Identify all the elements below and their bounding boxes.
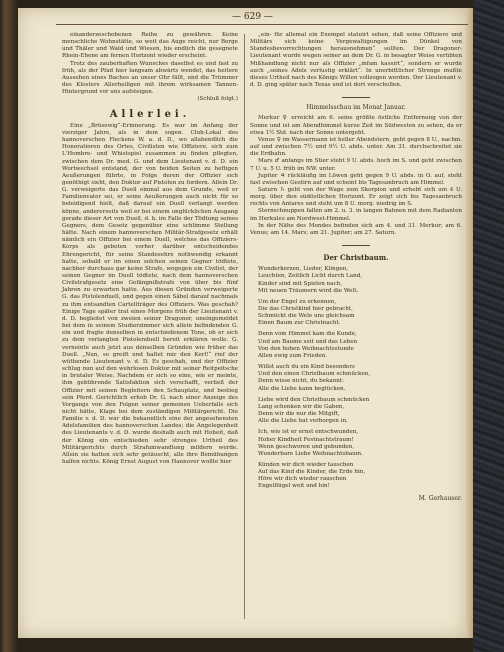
header-rule [56, 24, 468, 25]
page-edge [466, 8, 473, 638]
sky-paragraph: Sternschnuppen fallen am 2. u. 3. in langen Bahnen mit dem Radianten im Herkules am Nordwest-Himmel. [250, 208, 462, 222]
poem-line: Einen Baum zur Christnacht. [258, 320, 341, 327]
poem-line: Alle die Liebe kann beglücken. [258, 385, 346, 392]
left-column [62, 32, 238, 466]
poem-line: Von den hohen Weihnachtsstunde [258, 345, 354, 352]
section-heading-allerlei: Allerlei. [109, 108, 191, 120]
poem-stanza [258, 266, 462, 295]
poem-line: Wunderbare Liebe Weihnachtsbaum. [258, 450, 363, 457]
poem-line: Allen ewig zum Frieden. [258, 352, 328, 359]
poem-stanza [258, 429, 462, 458]
right-column [250, 32, 462, 502]
poem-stanza [258, 397, 462, 426]
column-divider [244, 34, 245, 619]
article-paragraph: Eine „Brüsewig“-Erinnerung. Es war im Anfang der vierziger Jahre, als in dem sogen. Club-Lokal des hannoverschen Fleckens W. a. d. D., wo allabendlich die Honoratioren des Ortes, Civilisten wie Offiziere, sich zum L'Hombre- und Whistspiel zusammen zu finden pflegten, zwischen dem Dr. med. G. und dem Lieutenant v. d. D. ein Wortwechsel entstand, der von beiden Seiten zu heftigen Aeußerungen führte, in Folge deren der Offizier sich genöthigt sieht, den Doktor auf Pistolen zu fordern. Allein Dr. G. verweigerte das Duell einmal aus dem Grunde, weil er Familienvater sei, er seine Aeußerungen auch nicht für so beleidigend hielt, daß darauf ein Duell verlangt werden könne, andererseits weil er bei einem unglücklichen Ausgang gerade dieser Art von Duell, d. h. im Falle der Tödtung seines Gegners, dem Gesetz gegenüber eine schlimme Stellung hätte. Nach einem hannoverschen Militär-Strafgesetz erhält nämlich ein Offizier bei einem Duell, welches das Offiziers-Korps als geboten vorher darüber entscheidendes Ehrengericht, für seine Standesehre nothwendig erkannt hatte, sobald er im einen solchen seinen Gegner tödtete, nachher durchaus gar keine Strafe, wogegen ein Civilist, der seinen Gegner im Duell tödtete, nach dem hannoverschen Civilstrafgesetz eine Gefängnißstrafe von über bis fünf Jahren zu erwarten hatte. Aus diesen Gründen verweigerte G. das Pistolenduell, und gegen einen Säbel darauf nachmals zu ihm entsandten Cartellträger des Offiziers. Was geschah? Einige Tage später trat eines Morgens früh der Lieutenant v. d. D. begleitet von zweien seiner Dragoner, uneingemeldet bei dem in seinem Studierzimmer sich allein befindenden G. ein und fragte denselben in entschiedenem Tone, ob er sich zu dem verlangten Pistolenduell bereit erklären wolle. G. verneinte auch jetzt aus denselben Gründen wie früher das Duell. „Nun, so greift und haltet mir den Kerl!“ rief der wüthende Lieutenant v. d. D. Es geschah, und der Offizier schlug nun auf den wehrlosen Doktor mit seiner Reitpeitsche in brutaler Weise. Nachdem er sich so eine, wie er meinte, ihm gebührende Satisfaktion sich verschafft, verließ der Offizier mit seinen Begleitern den Schauplatz, und bestieg sein Pferd. Gerichtlich erhob Dr. G. nach einer Anzeige des Vorgangs von den Folgen seiner gemeinen Ueberfalls sich nicht hätte, Klage bei dem zuständigen Militärgericht. Die Familie v. d. D. war die bekanntlich eine der angesehensten Adelsfamilien des hannoverschen Landes; die Angelegenheit des Lieutenants v. d. D. wurde deshalb auch mit Hoheit, daß der König ein entschieden sehr strenges Urtheil des Militärgerichts durch Strafumwandlung mildern werde. Allein sie hatten sich sehr getäuscht, alle ihre Bemühungen halfen nichts. König Ernst August von Hannover wollte hier [62, 122, 238, 466]
sky-paragraph: Mars ♂ anfangs im Stier steht 9 U. abds. hoch im S. und geht zwischen 7 U. u. 5 U. früh im NW. unter. [250, 158, 462, 172]
poem-line: Auf das Kind die Kinder, die Erde hin, [258, 469, 366, 476]
poem-line: Mit neuen Träumern wird die Welt. [258, 287, 359, 294]
poem-line: Die das Christkind hier gebracht, [258, 306, 353, 312]
intro-paragraph: Trotz des zauberhaften Wunsches daselbst es und fast zu früh, als der Pfad hier langsam abwärts wendet, das heitere Aussehen eines Baches an unser Ohr fällt, und die Trümmer des Klosters Allerheiligen mit ihrem wirksamen Tannen-Hintergrund vor uns aufsteigen. [62, 60, 238, 96]
book-binding [473, 0, 504, 652]
sky-paragraph: Saturn ♄ geht von der Wage zum Skorpion und erhebt sich um 4 U. morg. über den südöstlichen Horizont. Er zeigt sich bis Tagesanbruch rechts von Antares und steht um 8 U. morg. niedrig im S. [250, 186, 462, 208]
poem-line: Künden wir dich wieder tauschen [258, 461, 354, 468]
poem-stanza [258, 364, 462, 393]
poem-line: Leuchten, Zeitlich Licht durch Land, [258, 273, 363, 280]
poem-line: Denn wisse nicht, du bekannt: [258, 378, 345, 385]
poem-stanza [258, 331, 462, 360]
sky-paragraph: Jupiter ♃ rückläufig im Löwen geht gegen 9 U. abds. in O. auf, steht fast zwischen Gestirn auf und scheint bis Tagesanbruch am Himmel. [250, 172, 462, 186]
poem-line: Um der Engel zu erkennen, [258, 298, 337, 305]
sky-section-heading: Himmelsschau im Monat Januar. [306, 104, 406, 112]
poem-line: Wenn geschworen und gebunden, [258, 443, 355, 450]
poem-line: Ich, wie ist er ernst entschwunden, [258, 429, 359, 436]
sky-paragraph: Venus ♀ im Wassermann ist heller Abendstern, geht gegen 8 U., nachm. auf und zwischen 7½ und 9½ U. abds. unter. Am 31. durchschreitet sie die Erdbahn. [250, 136, 462, 158]
poem-line: Alle die Liebe hat verborgen in. [258, 418, 348, 425]
poem-line: Engelflügel weit und hin! [258, 483, 330, 490]
article-paragraph: „ein- für allemal ein Exempel statuirt sehen, daß seine Offiziere und Militärs sich keine Vergewaltigungen im Dünkel von Standesbevorrechtungen herausnehmen“ sollten. Der Dragoner-Lieutenant wurde wegen seiner an dem Dr. G. in besagter Weise verübten Mißhandlung nicht nur als Offizier „infam kassirt“, sondern er wurde auch „seines Adels verlustig erklärt“. In unerbittlicher Strenge mußte dieses Urtheil nach des Königs Willen vollzogen werden. Der Lieutenant v. d. D. ging später nach Texas und ist dort verschollen. [250, 32, 462, 89]
poem-line: Wunderkerzen, Lieder, Klingen, [258, 266, 349, 273]
poem-line: Und den einen Christbaum schmücken, [258, 371, 371, 378]
sky-paragraph: In der Nähe des Mondes befinden sich am 4. und 31. Merkur; am 6. Venus; am 14. Mars; am 21. Jupiter; am 27. Saturn. [250, 222, 462, 236]
serial-continued-note: (Schluß folgt.) [197, 96, 238, 103]
page-number: — 629 — [232, 12, 273, 22]
poem-line: Denn wir die nur die Mitgift, [258, 411, 340, 418]
section-divider [342, 97, 370, 98]
poem-line: Denn vom Himmel kam die Kunde, [258, 331, 357, 338]
poem-line: Höre wir dich wieder rauschen [258, 476, 347, 483]
poem-title: Der Christbaum. [323, 253, 389, 263]
poem-line: Und am Baume seit und das Leben [258, 338, 358, 345]
poem-line: Liebe wird den Christbaum schmücken [258, 396, 370, 403]
section-divider-poem [342, 245, 370, 246]
poem-stanza [258, 299, 462, 328]
sky-paragraph: Merkur ♀ erreicht am 6. seine größte östliche Entfernung von der Sonne und ist am Abendhimmel kurze Zeit im Südwesten zu sehen, da er etwa 1½ Std. nach der Sonne untergeht. [250, 115, 462, 136]
poem-signature: M. Gerhauser. [418, 494, 462, 502]
poem-line: Willst auch du ein Kind besonders [258, 364, 355, 371]
poem-line: Lang schenken wir die Gaben, [258, 403, 345, 410]
poem-line: Hoher Kindheit Festnachtstraum! [258, 436, 354, 443]
intro-paragraph: einanderzeschobenen Reihe zu gewähren. Keine menschliche Wohnstätte, so weit das Auge reicht, nur Berge und Thäler und Wald und Wiesen, bis endlich die gesegnete Rhein-Ebene am fernen Horizont wieder erscheint. [62, 32, 238, 60]
poem-line: Kinder sind mit Spielen nach, [258, 280, 343, 287]
poem-line: Schmückt die Wele uns gleichsam [258, 313, 355, 320]
poem-stanza [258, 462, 462, 491]
